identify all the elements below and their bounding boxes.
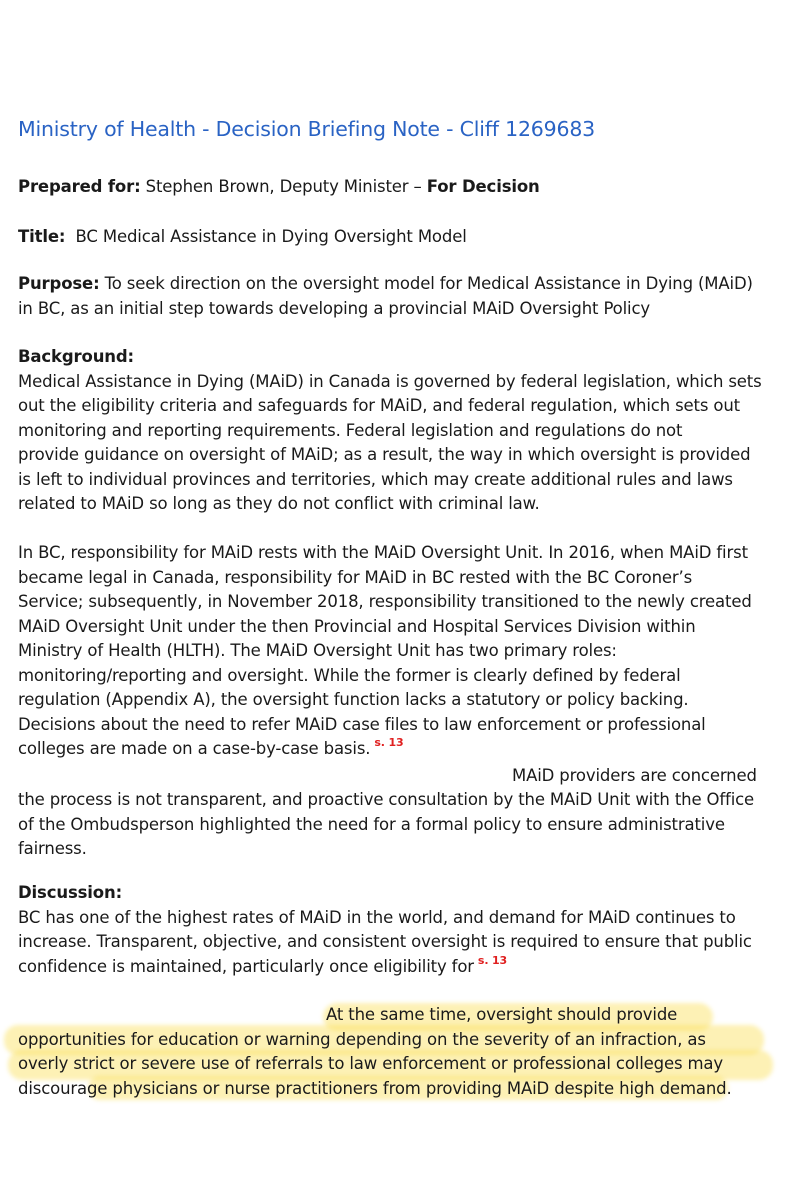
background-line: Ministry of Health (HLTH). The MAiD Oversight Unit has two primary roles:: [18, 641, 617, 660]
document-title: Ministry of Health - Decision Briefing Note - Cliff 1269683: [18, 117, 596, 141]
background-paragraph-2: [18, 541, 788, 862]
purpose-line: in BC, as an initial step towards developing a provincial MAiD Oversight Policy: [18, 298, 651, 318]
title-label: Title:: [18, 227, 66, 246]
background-line: Medical Assistance in Dying (MAiD) in Canada is governed by federal legislation, which sets: [18, 371, 762, 391]
background-line: of the Ombudsperson highlighted the need for a formal policy to ensure administrative: [18, 814, 725, 834]
background-line: related to MAiD so long as they do not conflict with criminal law.: [18, 494, 540, 513]
discussion-section: [18, 881, 788, 981]
discussion-paragraph-2: [18, 1003, 788, 1101]
purpose-line: To seek direction on the oversight model for Medical Assistance in Dying (MAiD): [99, 274, 753, 293]
background-line: monitoring/reporting and oversight. While the former is clearly defined by federal: [18, 665, 681, 685]
discussion-line: At the same time, oversight should provide: [326, 1005, 678, 1024]
background-line: out the eligibility criteria and safeguards for MAiD, and federal regulation, which sets out: [18, 396, 740, 415]
background-line: provide guidance on oversight of MAiD; as a result, the way in which oversight is provided: [18, 445, 751, 464]
title-line: [18, 225, 467, 250]
background-line: colleges are made on a case-by-case basis.: [18, 739, 371, 758]
discussion-heading: Discussion:: [18, 883, 123, 902]
background-line: regulation (Appendix A), the oversight function lacks a statutory or policy backing.: [18, 690, 689, 709]
discussion-line: overly strict or severe use of referrals to law enforcement or professional colleges may: [18, 1054, 724, 1073]
background-line: In BC, responsibility for MAiD rests with the MAiD Oversight Unit. In 2016, when MAiD first: [18, 543, 748, 562]
prepared-for-value: Stephen Brown, Deputy Minister –: [140, 177, 427, 196]
title-value: BC Medical Assistance in Dying Oversight Model: [65, 227, 467, 246]
redaction-marker: s. 13: [477, 953, 508, 967]
background-line: MAiD Oversight Unit under the then Provincial and Hospital Services Division within: [18, 616, 696, 636]
discussion-line: discourage physicians or nurse practitioners from providing MAiD despite high demand.: [18, 1078, 732, 1098]
discussion-line: confidence is maintained, particularly once eligibility for: [18, 956, 474, 976]
background-heading: Background:: [18, 347, 135, 366]
purpose-section: [18, 272, 788, 321]
prepared-for-line: [18, 175, 540, 200]
discussion-line: increase. Transparent, objective, and consistent oversight is required to ensure that public: [18, 932, 752, 951]
purpose-label: Purpose:: [18, 274, 100, 293]
discussion-line: BC has one of the highest rates of MAiD in the world, and demand for MAiD continues to: [18, 907, 736, 927]
background-line: monitoring and reporting requirements. Federal legislation and regulations do not: [18, 420, 683, 440]
background-line: became legal in Canada, responsibility for MAiD in BC rested with the BC Coroner’s: [18, 567, 693, 587]
redaction-marker: s. 13: [374, 736, 404, 749]
background-section: [18, 345, 788, 517]
background-line: Service; subsequently, in November 2018, responsibility transitioned to the newly created: [18, 592, 752, 611]
decision-status: For Decision: [426, 177, 540, 196]
background-line: Decisions about the need to refer MAiD case files to law enforcement or professional: [18, 714, 706, 734]
background-line: MAiD providers are concerned: [512, 765, 757, 785]
discussion-line: opportunities for education or warning depending on the severity of an infraction, as: [18, 1029, 706, 1049]
background-line: fairness.: [18, 839, 87, 858]
prepared-for-label: Prepared for:: [18, 177, 141, 196]
background-line: is left to individual provinces and territories, which may create additional rules and laws: [18, 469, 733, 489]
background-line: the process is not transparent, and proactive consultation by the MAiD Unit with the Office: [18, 790, 755, 809]
